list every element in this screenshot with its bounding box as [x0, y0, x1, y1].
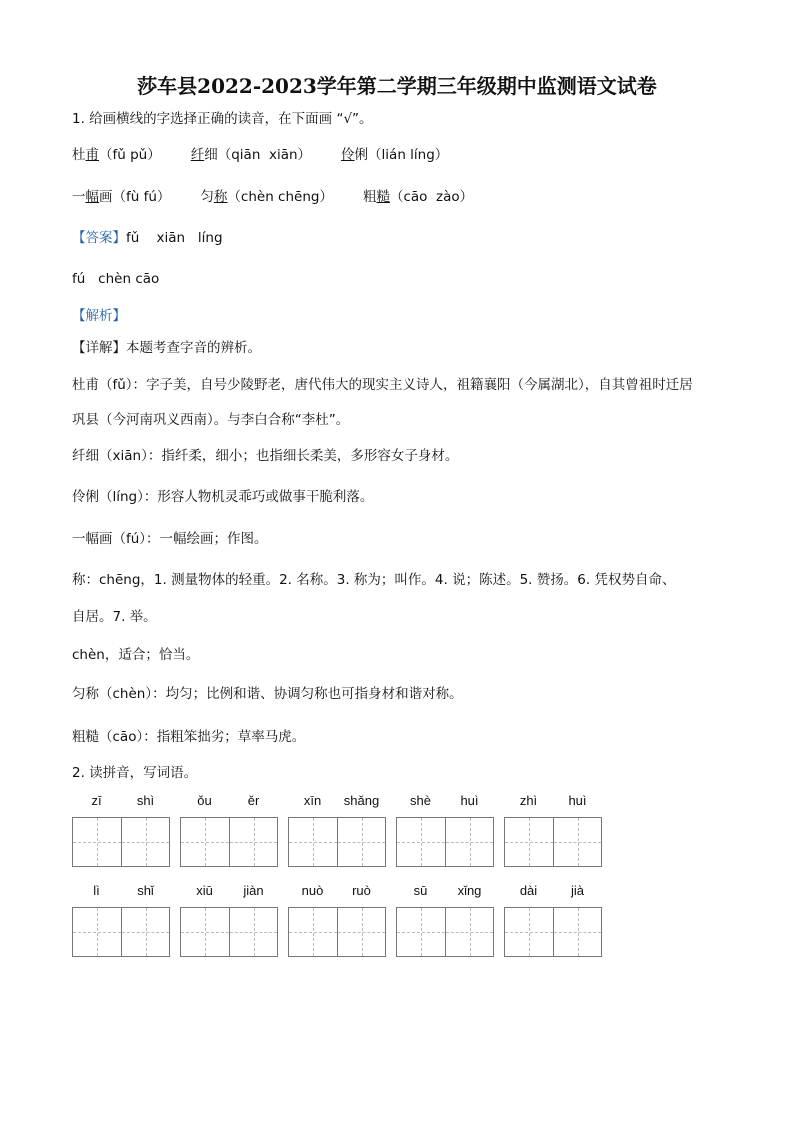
word-box-group — [180, 883, 278, 957]
tian-grid-boxes — [396, 817, 494, 867]
pinyin: huì — [460, 793, 479, 808]
pinyin-row — [504, 793, 602, 811]
word-item — [341, 146, 448, 164]
writing-cell[interactable] — [397, 908, 445, 956]
word-box-group — [504, 883, 602, 957]
tian-grid-boxes — [72, 817, 170, 867]
writing-cell[interactable] — [73, 818, 121, 866]
analysis-line: 一幅画（fú）：一幅绘画；作图。 — [72, 531, 268, 547]
writing-cell[interactable] — [553, 908, 602, 956]
word-box-group — [288, 883, 386, 957]
pinyin-row — [180, 793, 278, 811]
writing-cell[interactable] — [337, 908, 386, 956]
analysis-line: 纤细（xiān）：指纤柔，细小；也指细长柔美，多形容女子身材。 — [72, 448, 459, 464]
pinyin-row — [72, 793, 170, 811]
writing-cell[interactable] — [121, 818, 170, 866]
text: 俐（lián líng） — [354, 147, 449, 163]
pinyin: ěr — [247, 793, 260, 808]
writing-cell[interactable] — [505, 818, 553, 866]
pinyin: jiàn — [243, 883, 264, 898]
pinyin: shè — [410, 793, 431, 808]
underlined-char: 幅 — [85, 189, 99, 205]
answer-text: fǔ xiān líng — [126, 230, 223, 246]
pinyin: xǐng — [457, 883, 482, 898]
underlined-char: 称 — [213, 189, 228, 205]
writing-cell[interactable] — [505, 908, 553, 956]
writing-cell[interactable] — [289, 908, 337, 956]
pinyin: shǐ — [137, 883, 154, 898]
pinyin: shì — [136, 793, 155, 808]
pinyin-row — [288, 883, 386, 901]
analysis-line: 巩县（今河南巩义西南）。与李白合称“李杜”。 — [72, 412, 350, 428]
writing-cell[interactable] — [337, 818, 386, 866]
text: 一 — [72, 189, 86, 205]
analysis-line: 匀称（chèn）：均匀；比例和谐、协调匀称也可指身材和谐对称。 — [72, 686, 463, 702]
tian-grid-boxes — [180, 817, 278, 867]
analysis-line: 杜甫（fǔ）：字子美，自号少陵野老，唐代伟大的现实主义诗人，祖籍襄阳（今属湖北），自其曾祖时迁居 — [72, 377, 693, 393]
pinyin: xīn — [303, 793, 322, 808]
tian-grid-boxes — [504, 907, 602, 957]
underlined-char: 纤 — [190, 147, 205, 163]
word-item — [191, 146, 311, 164]
text: 画（fù fú） — [99, 189, 171, 205]
text: （cāo zào） — [389, 189, 474, 205]
pinyin-row — [396, 883, 494, 901]
word-item — [200, 188, 333, 206]
writing-cell[interactable] — [445, 908, 494, 956]
question-2-prompt: 2. 读拼音，写词语。 — [72, 765, 198, 781]
word-box-group — [396, 883, 494, 957]
word-box-group — [396, 793, 494, 867]
word-box-group — [72, 883, 170, 957]
text: 匀 — [200, 189, 214, 205]
writing-cell[interactable] — [181, 908, 229, 956]
analysis-line: 自居。7. 举。 — [72, 609, 157, 625]
pinyin: lì — [93, 883, 100, 898]
pinyin-row — [504, 883, 602, 901]
tian-grid-boxes — [288, 817, 386, 867]
pinyin: nuò — [301, 883, 324, 898]
word-item — [363, 188, 473, 206]
tian-grid-boxes — [504, 817, 602, 867]
underlined-char: 糙 — [376, 189, 390, 205]
question-1-row-2 — [72, 188, 473, 206]
word-box-group — [180, 793, 278, 867]
pinyin: huì — [568, 793, 587, 808]
pinyin: dài — [519, 883, 538, 898]
writing-cell[interactable] — [397, 818, 445, 866]
text: 粗 — [362, 189, 377, 205]
writing-cell[interactable] — [121, 908, 170, 956]
page-title: 莎车县2022-2023学年第二学期三年级期中监测语文试卷 — [137, 74, 657, 98]
word-box-group — [72, 793, 170, 867]
word-item — [72, 146, 161, 164]
answer-line-1 — [72, 229, 223, 247]
pinyin: zhì — [519, 793, 538, 808]
analysis-line: 伶俐（líng）：形容人物机灵乖巧或做事干脆利落。 — [72, 489, 374, 505]
pinyin: xiū — [196, 883, 213, 898]
analysis-tag: 【解析】 — [72, 308, 126, 324]
pinyin-row — [288, 793, 386, 811]
pinyin-row — [180, 883, 278, 901]
analysis-line: 称：chēng，1. 测量物体的轻重。2. 名称。3. 称为；叫作。4. 说；陈述。5. 赞扬。6. 凭权势自命、 — [72, 572, 676, 588]
pinyin: sū — [413, 883, 428, 898]
writing-cell[interactable] — [229, 818, 278, 866]
pinyin: zī — [91, 793, 102, 808]
tian-grid-boxes — [396, 907, 494, 957]
analysis-line: chèn，适合；恰当。 — [72, 647, 200, 663]
text: （chèn chēng） — [227, 189, 333, 205]
pinyin: ruò — [352, 883, 371, 898]
pinyin: shǎng — [343, 793, 380, 808]
pinyin-row — [72, 883, 170, 901]
tian-grid-boxes — [180, 907, 278, 957]
detail-intro: 本题考查字音的辨析。 — [126, 340, 261, 356]
word-item — [72, 188, 170, 206]
word-box-group — [504, 793, 602, 867]
writing-cell[interactable] — [181, 818, 229, 866]
underlined-char: 甫 — [85, 147, 99, 163]
writing-cell[interactable] — [553, 818, 602, 866]
writing-cell[interactable] — [229, 908, 278, 956]
text: 杜 — [72, 147, 86, 163]
pinyin: jià — [570, 883, 584, 898]
pinyin: ǒu — [197, 793, 212, 808]
question-1-row-1 — [72, 146, 448, 164]
analysis-line: 粗糙（cāo）：指粗笨拙劣；草率马虎。 — [72, 729, 306, 745]
writing-cell[interactable] — [289, 818, 337, 866]
tian-grid-boxes — [288, 907, 386, 957]
text: （fǔ pǔ） — [99, 147, 161, 163]
writing-cell[interactable] — [445, 818, 494, 866]
detail-tag: 【详解】 — [72, 340, 126, 356]
question-1-prompt: 1. 给画横线的字选择正确的读音，在下面画 “√”。 — [72, 111, 373, 127]
underlined-char: 伶 — [341, 147, 355, 163]
answer-line-2: fú chèn cāo — [72, 271, 160, 287]
pinyin-row — [396, 793, 494, 811]
tian-grid-boxes — [72, 907, 170, 957]
word-box-group — [288, 793, 386, 867]
answer-tag: 【答案】 — [72, 230, 126, 246]
text: 细（qiān xiān） — [204, 147, 312, 163]
writing-cell[interactable] — [73, 908, 121, 956]
detail-line — [72, 339, 261, 357]
